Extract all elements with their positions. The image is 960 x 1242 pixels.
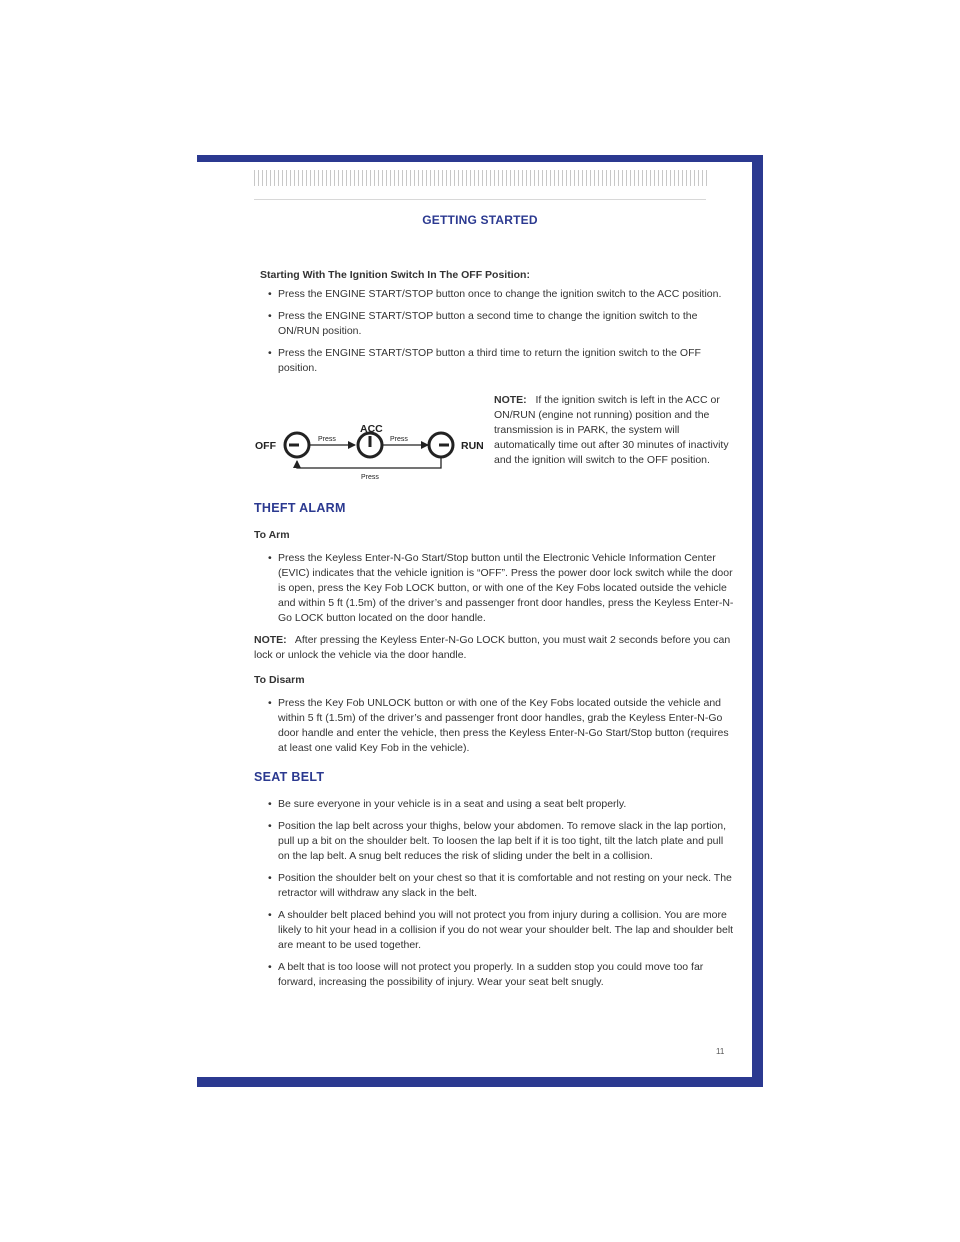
- seat-belt-list: [254, 797, 734, 990]
- ignition-position-diagram: [254, 379, 494, 481]
- note-label: NOTE:: [254, 634, 287, 646]
- list-item: • A shoulder belt placed behind you will not protect you from injury during a collision. You are more likely to hit your head in a collision if you do not wear your shoulder belt. The lap and shoulder belt are meant to be used together.: [254, 908, 734, 953]
- acc-label: ACC: [360, 423, 383, 435]
- acc-knob-icon: [358, 433, 382, 457]
- press-label-2: Press: [390, 436, 408, 443]
- run-label: RUN: [461, 440, 484, 452]
- page-frame-top: [197, 155, 763, 162]
- note-text: After pressing the Keyless Enter-N-Go LOCK button, you must wait 2 seconds before you can lock or unlock the vehicle via the door handle.: [254, 634, 731, 661]
- list-item: • Position the lap belt across your thighs, below your abdomen. To remove slack in the lap portion, pull up a bit on the shoulder belt. To loosen the lap belt if it is too tight, tilt the latch plate and pull on the lap belt. A snug belt reduces the risk of sliding under the belt in a collision.: [254, 819, 734, 864]
- list-item: • Be sure everyone in your vehicle is in a seat and using a seat belt properly.: [254, 797, 734, 812]
- ignition-note: [494, 393, 738, 468]
- list-item: • Press the ENGINE START/STOP button a second time to change the ignition switch to the ON/RUN position.: [254, 309, 734, 339]
- page-number: 11: [716, 1047, 725, 1056]
- note-label: NOTE:: [494, 394, 527, 406]
- return-press-arrow: [297, 457, 441, 468]
- list-item: • Press the ENGINE START/STOP button a third time to return the ignition switch to the OFF position.: [254, 346, 734, 376]
- to-disarm-title: To Disarm: [254, 674, 305, 686]
- off-label: OFF: [255, 440, 276, 452]
- theft-alarm-heading: THEFT ALARM: [254, 501, 346, 515]
- ignition-steps: [254, 287, 734, 376]
- list-item: • Press the ENGINE START/STOP button once to change the ignition switch to the ACC position.: [254, 287, 734, 302]
- to-arm-title: To Arm: [254, 529, 290, 541]
- theft-alarm-note: [254, 633, 734, 663]
- off-knob-icon: [285, 433, 309, 457]
- note-text: If the ignition switch is left in the ACC or ON/RUN (engine not running) position and the transmission is in PARK, the system will automatically time out after 30 minutes of inactivity and the ignition will switch to the OFF position.: [494, 394, 729, 466]
- press-label-1: Press: [318, 436, 336, 443]
- ignition-diagram-row: [254, 383, 734, 487]
- header-divider: [254, 199, 706, 200]
- list-item: • Position the shoulder belt on your chest so that it is comfortable and not resting on your neck. The retractor will withdraw any slack in the belt.: [254, 871, 734, 901]
- arm-steps: [254, 551, 734, 626]
- list-item: • Press the Key Fob UNLOCK button or with one of the Key Fobs located outside the vehicle and within 5 ft (1.5m) of the driver’s and passenger front door handles, grab the Keyless Enter-N-Go door handle and enter the vehicle, then press the Keyless Enter-N-Go Start/Stop button (requires at least one valid Key Fob in the vehicle).: [254, 696, 734, 756]
- disarm-steps: [254, 696, 734, 756]
- page-content: [254, 268, 734, 997]
- seat-belt-heading: SEAT BELT: [254, 770, 325, 784]
- press-label-3: Press: [361, 474, 379, 481]
- page-frame-right: [752, 155, 763, 1087]
- decorative-ruler: [254, 170, 710, 186]
- page-frame-bottom: [197, 1077, 763, 1087]
- section-title: GETTING STARTED: [422, 213, 538, 227]
- ignition-lead: Starting With The Ignition Switch In The OFF Position:: [260, 269, 530, 281]
- list-item: • Press the Keyless Enter-N-Go Start/Stop button until the Electronic Vehicle Information Center (EVIC) indicates that the vehicle ignition is “OFF”. Press the power door lock switch while the door is open, press the Key Fob LOCK button, or with one of the Key Fobs located outside the vehicle and within 5 ft (1.5m) of the driver’s and passenger front door handles, press the Keyless Enter-N-Go LOCK button located on the door handle.: [254, 551, 734, 626]
- run-knob-icon: [429, 433, 453, 457]
- list-item: • A belt that is too loose will not protect you properly. In a sudden stop you could move too far forward, increasing the possibility of injury. Wear your seat belt snugly.: [254, 960, 734, 990]
